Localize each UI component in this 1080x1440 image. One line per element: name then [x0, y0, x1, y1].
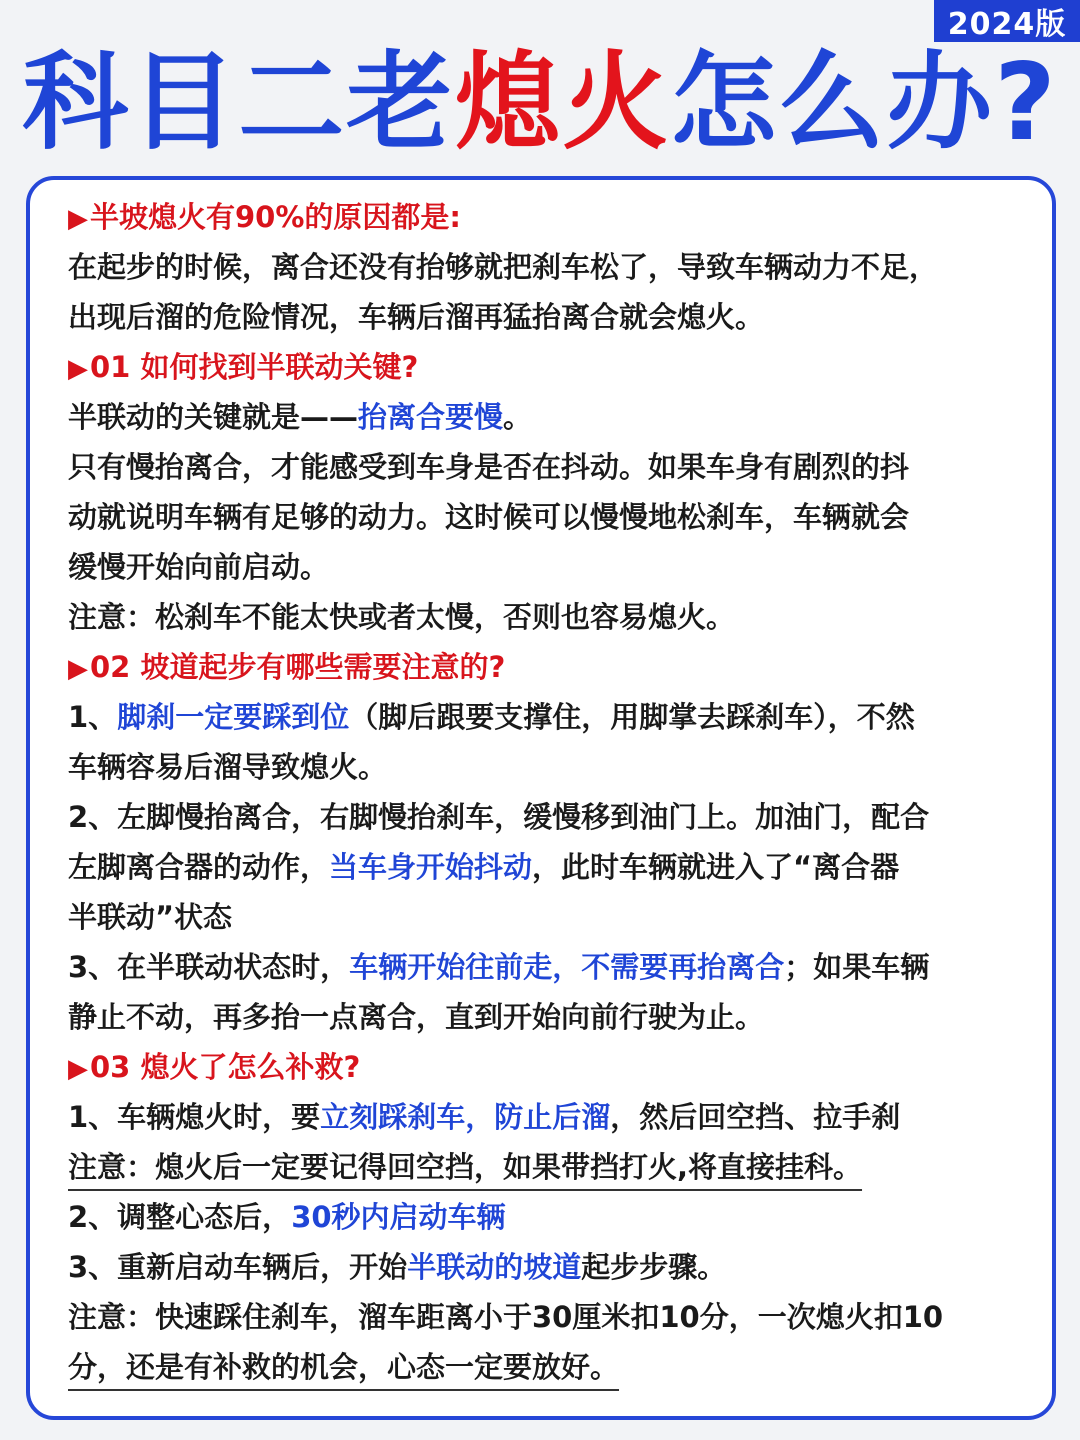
- triangle-marker-icon: ▶: [68, 1054, 88, 1084]
- note-line: 注意：松刹车不能太快或者太慢，否则也容易熄火。: [68, 600, 736, 634]
- text-span: 1、车辆熄火时，要: [68, 1100, 321, 1134]
- heading-text: 03 熄火了怎么补救?: [90, 1050, 361, 1084]
- text-span: ，然后回空挡、拉手刹: [610, 1100, 901, 1134]
- text-span: 左脚离合器的动作，: [68, 850, 330, 884]
- highlight-text: 车辆开始往前走，不需要再抬离合: [349, 950, 785, 984]
- section-heading-01: [68, 342, 1018, 392]
- section-heading-03: [68, 1042, 1018, 1092]
- text-span: 半联动的关键就是——: [68, 400, 359, 434]
- highlight-text: 当车身开始抖动: [329, 850, 533, 884]
- highlight-text: 抬离合要慢: [358, 400, 504, 434]
- text-span: 1、: [68, 700, 118, 734]
- text-span: ，此时车辆就进入了“离合器: [532, 850, 900, 884]
- section-heading-cause: [68, 192, 1018, 242]
- paragraph-line: [68, 392, 1018, 442]
- heading-text: 02 坡道起步有哪些需要注意的?: [90, 650, 506, 684]
- list-item: [68, 692, 1018, 742]
- highlight-text: 半联动的坡道: [407, 1250, 582, 1284]
- paragraph-line: 半联动”状态: [68, 900, 233, 934]
- text-span: 3、重新启动车辆后，开始: [68, 1250, 408, 1284]
- triangle-marker-icon: ▶: [68, 654, 88, 684]
- highlight-text: 30秒内启动车辆: [291, 1200, 506, 1234]
- paragraph-line: 出现后溜的危险情况，车辆后溜再猛抬离合就会熄火。: [68, 300, 765, 334]
- section-heading-02: [68, 642, 1018, 692]
- text-span: 3、在半联动状态时，: [68, 950, 350, 984]
- paragraph-line: 只有慢抬离合，才能感受到车身是否在抖动。如果车身有剧烈的抖: [68, 450, 910, 484]
- text-span: 2、调整心态后，: [68, 1200, 292, 1234]
- heading-text: 01 如何找到半联动关键?: [90, 350, 419, 384]
- paragraph-line: 静止不动，再多抬一点离合，直到开始向前行驶为止。: [68, 1000, 765, 1034]
- paragraph-line: 动就说明车辆有足够的动力。这时候可以慢慢地松刹车，车辆就会: [68, 500, 910, 534]
- triangle-marker-icon: ▶: [68, 204, 88, 234]
- title-part-2: 熄火: [454, 41, 671, 164]
- list-item: [68, 942, 1018, 992]
- page-title: [0, 38, 1080, 168]
- title-part-1: 科目二老: [22, 41, 455, 164]
- content-body: [68, 192, 1018, 1392]
- title-part-3: 怎么办?: [670, 41, 1058, 164]
- heading-text: 半坡熄火有90%的原因都是:: [90, 200, 462, 234]
- text-span: 起步步骤。: [581, 1250, 727, 1284]
- note-line: 注意：熄火后一定要记得回空挡，如果带挡打火,将直接挂科。: [68, 1150, 863, 1184]
- list-item: 2、左脚慢抬离合，右脚慢抬刹车，缓慢移到油门上。加油门，配合: [68, 800, 930, 834]
- highlight-text: 脚刹一定要踩到位: [117, 700, 350, 734]
- version-badge: 2024版: [934, 0, 1080, 42]
- text-span: 。: [503, 400, 533, 434]
- triangle-marker-icon: ▶: [68, 354, 88, 384]
- highlight-text: 立刻踩刹车，防止后溜: [320, 1100, 611, 1134]
- list-item: [68, 1092, 1018, 1142]
- paragraph-line: 缓慢开始向前启动。: [68, 550, 330, 584]
- paragraph-line: 车辆容易后溜导致熄火。: [68, 750, 388, 784]
- list-item: [68, 1242, 1018, 1292]
- paragraph-line: [68, 842, 1018, 892]
- note-line: 分，还是有补救的机会，心态一定要放好。: [68, 1350, 620, 1384]
- note-line: 注意：快速踩住刹车，溜车距离小于30厘米扣10分，一次熄火扣10: [68, 1300, 944, 1334]
- paragraph-line: 在起步的时候，离合还没有抬够就把刹车松了，导致车辆动力不足，: [68, 250, 939, 284]
- text-span: ；如果车辆: [784, 950, 930, 984]
- list-item: [68, 1192, 1018, 1242]
- text-span: （脚后跟要支撑住，用脚掌去踩刹车），不然: [349, 700, 915, 734]
